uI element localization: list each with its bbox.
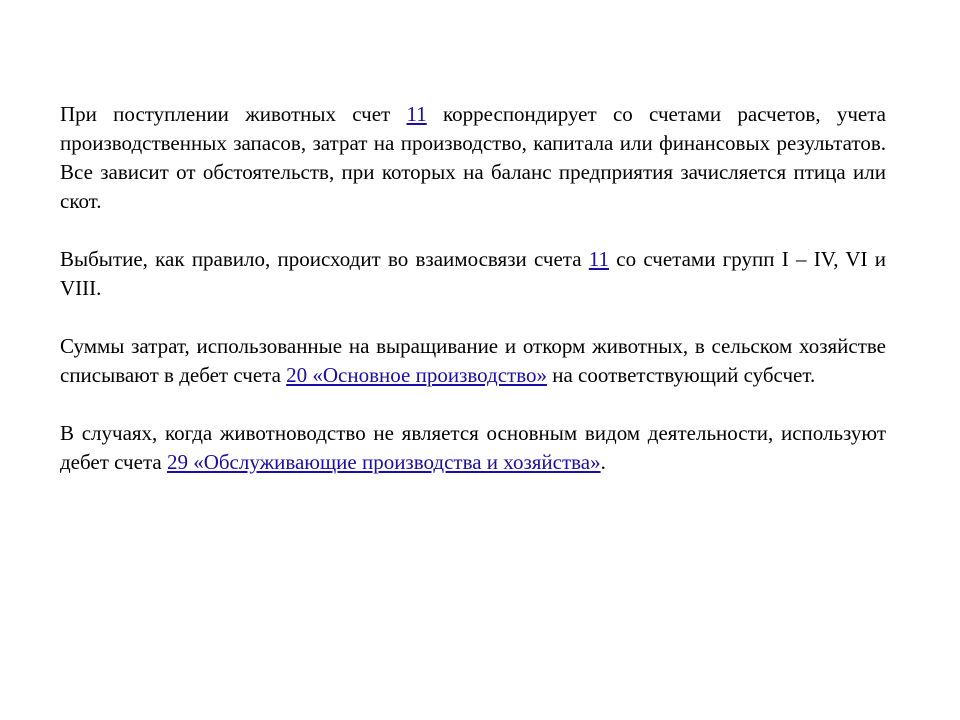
account-11-link[interactable]: 11 — [406, 102, 427, 126]
account-29-link[interactable]: 29 «Обслуживающие производства и хозяйства» — [166, 450, 601, 474]
paragraph-costs — [60, 332, 886, 390]
paragraph-disposal — [60, 245, 886, 303]
paragraph-text: корреспондирует со счетами расчетов, учета производственных запасов, затрат на производство, капитала или финансовых результатов. Все зависит от обстоятельств, при которых на баланс предприятия зачисляется птица или скот. — [60, 102, 886, 213]
paragraph-text: со счетами групп I – IV, VI и VIII. — [60, 247, 886, 300]
paragraph-auxiliary — [60, 419, 886, 477]
paragraph-receipt — [60, 100, 886, 216]
paragraph-text: При поступлении животных счет — [60, 102, 407, 126]
paragraph-text: В случаях, когда животноводство не является основным видом деятельности, используют дебет счета — [60, 421, 886, 474]
paragraph-text: на соответствующий субсчет. — [547, 363, 816, 387]
paragraph-text: Выбытие, как правило, происходит во взаимосвязи счета — [60, 247, 589, 271]
account-20-link[interactable]: 20 «Основное производство» — [286, 363, 547, 387]
paragraph-text: . — [600, 450, 606, 474]
text-body — [60, 100, 886, 506]
account-11-link[interactable]: 11 — [588, 247, 610, 271]
paragraph-text: Суммы затрат, использованные на выращивание и откорм животных, в сельском хозяйстве списывают в дебет счета — [60, 334, 886, 387]
